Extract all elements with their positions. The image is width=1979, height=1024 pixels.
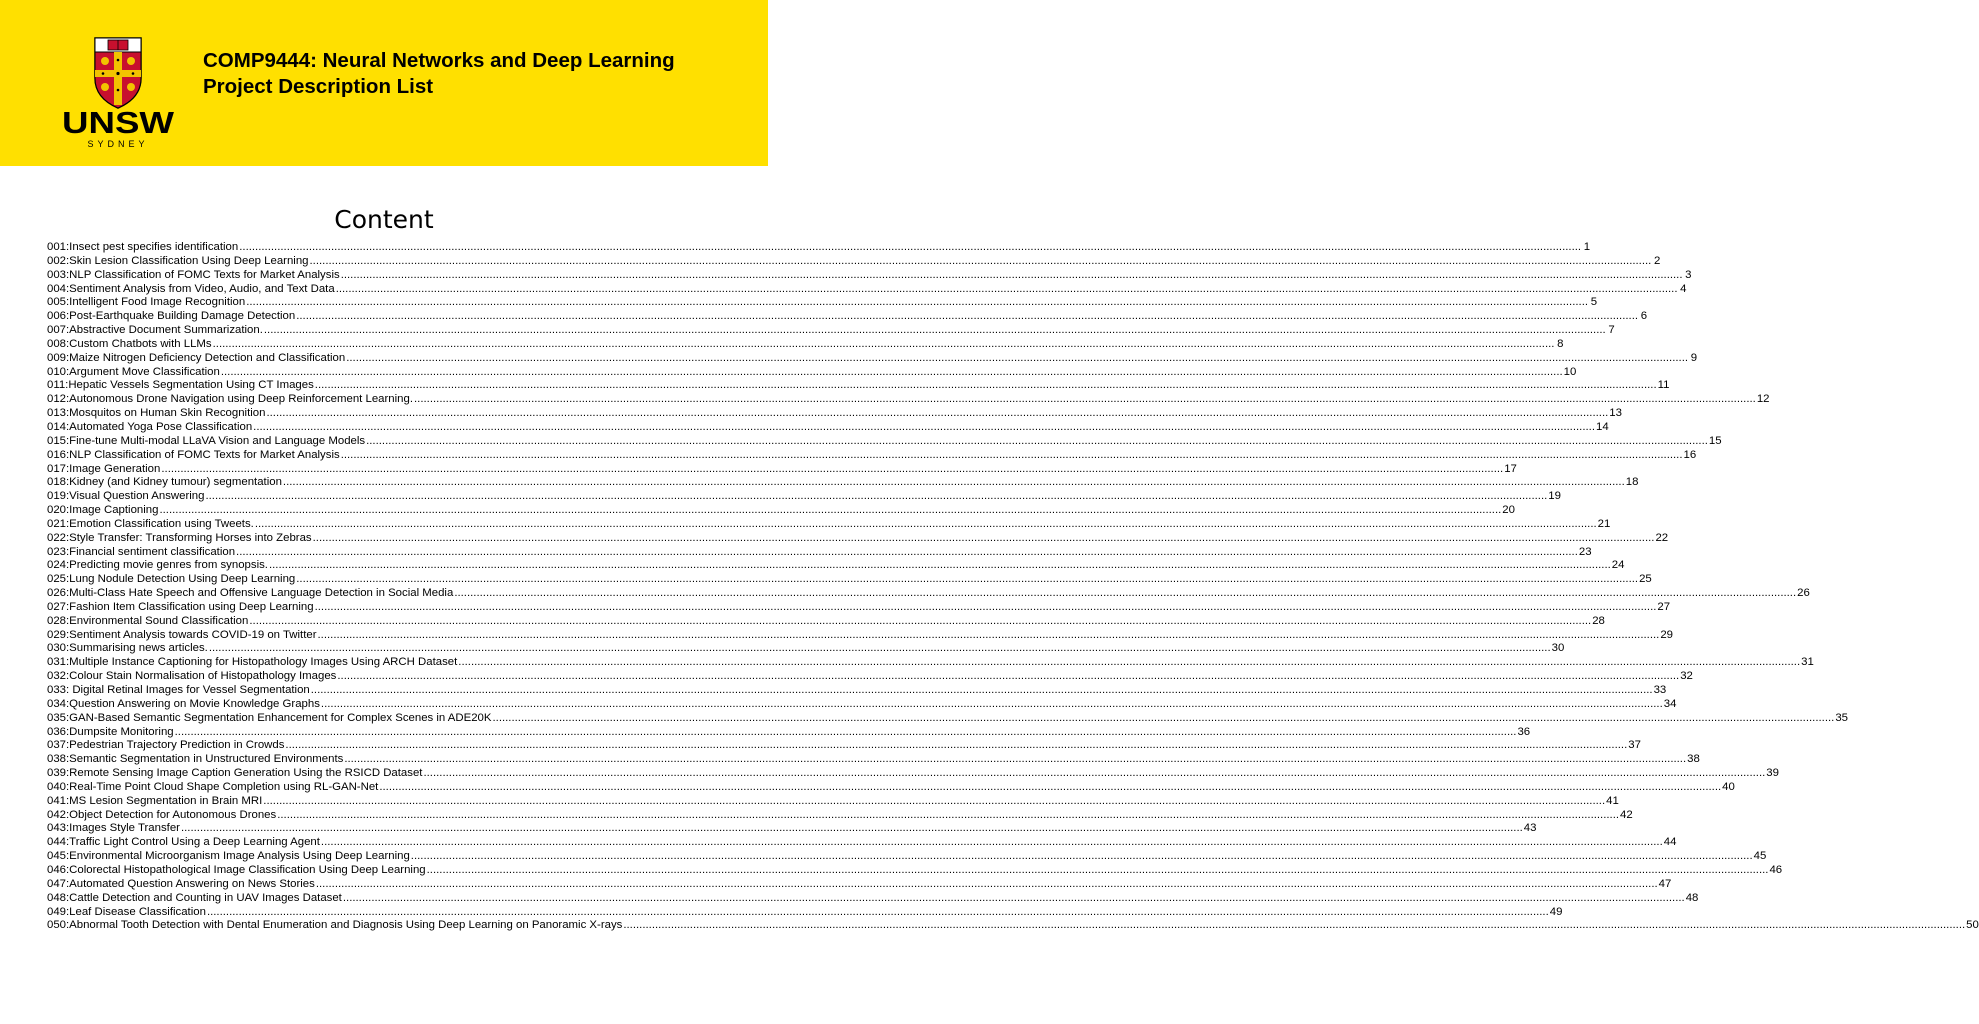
toc-entry[interactable] <box>47 794 1619 809</box>
toc-dot-leader <box>313 532 1655 546</box>
toc-dot-leader <box>296 573 1638 587</box>
toc-entry-page: 34 <box>1663 697 1677 710</box>
toc-dot-leader <box>454 587 1796 601</box>
toc-entry-page: 10 <box>1563 365 1577 378</box>
toc-entry[interactable] <box>47 476 1639 490</box>
toc-entry-title: 015:Fine-tune Multi-modal LLaVA Vision and Language Models <box>47 434 366 447</box>
toc-dot-leader <box>161 463 1503 477</box>
toc-entry[interactable] <box>47 684 1667 698</box>
toc-entry[interactable] <box>47 573 1652 587</box>
toc-entry-title: 004:Sentiment Analysis from Video, Audio, and Text Data <box>47 282 335 295</box>
toc-entry[interactable] <box>47 642 1565 656</box>
toc-dot-leader <box>246 296 1588 310</box>
table-of-contents <box>47 241 1979 933</box>
toc-dot-leader <box>423 767 1765 781</box>
toc-entry-title: 011:Hepatic Vessels Segmentation Using CT Images <box>47 379 314 392</box>
toc-entry[interactable] <box>47 268 1692 283</box>
toc-dot-leader <box>277 809 1619 823</box>
toc-entry[interactable] <box>47 850 1767 864</box>
toc-entry-page: 20 <box>1502 504 1515 517</box>
toc-entry[interactable] <box>47 808 1633 823</box>
toc-entry-page: 40 <box>1722 780 1735 793</box>
toc-entry-page: 24 <box>1611 559 1625 572</box>
toc-dot-leader <box>321 836 1663 850</box>
toc-entry-title: 012:Autonomous Drone Navigation using Deep Reinforcement Learning. <box>47 393 413 406</box>
toc-dot-leader <box>379 781 1721 795</box>
toc-entry-title: 040:Real-Time Point Cloud Shape Completion using RL-GAN-Net <box>47 780 379 793</box>
toc-dot-leader <box>492 712 1834 726</box>
toc-entry-title: 024:Predicting movie genres from synopsis. <box>47 559 268 572</box>
toc-entry-title: 042:Object Detection for Autonomous Drones <box>47 808 277 821</box>
toc-entry-title: 025:Lung Nodule Detection Using Deep Learning <box>47 573 296 586</box>
toc-entry-page: 5 <box>1590 296 1598 309</box>
toc-entry[interactable] <box>47 448 1697 463</box>
toc-entry-title: 006:Post-Earthquake Building Damage Detection <box>47 310 296 323</box>
toc-entry-page: 25 <box>1639 573 1652 586</box>
toc-entry-title: 008:Custom Chatbots with LLMs <box>47 337 212 350</box>
toc-entry[interactable] <box>47 780 1735 795</box>
toc-entry-page: 27 <box>1657 600 1671 613</box>
toc-entry-page: 26 <box>1797 587 1810 600</box>
toc-entry[interactable] <box>47 490 1561 504</box>
toc-dot-leader <box>285 739 1627 753</box>
toc-dot-leader <box>318 629 1660 643</box>
toc-entry-title: 010:Argument Move Classification <box>47 365 220 378</box>
toc-dot-leader <box>346 352 1688 366</box>
toc-dot-leader <box>321 698 1663 712</box>
toc-entry-page: 2 <box>1654 254 1661 267</box>
toc-entry[interactable] <box>47 254 1661 269</box>
toc-dot-leader <box>249 615 1591 629</box>
toc-dot-leader <box>341 269 1683 283</box>
toc-entry[interactable] <box>47 420 1609 435</box>
toc-dot-leader <box>175 726 1517 740</box>
toc-dot-leader <box>311 684 1653 698</box>
toc-entry[interactable] <box>47 296 1598 310</box>
toc-entry-title: 049:Leaf Disease Classification <box>47 905 206 918</box>
toc-entry-page: 47 <box>1658 877 1672 890</box>
toc-entry-title: 044:Traffic Light Control Using a Deep Learning Agent <box>47 836 320 849</box>
toc-entry-page: 15 <box>1708 434 1722 447</box>
toc-entry-page: 31 <box>1801 656 1814 669</box>
toc-entry[interactable] <box>47 545 1592 560</box>
toc-dot-leader <box>205 490 1547 504</box>
toc-dot-leader <box>337 670 1679 684</box>
toc-entry-page: 16 <box>1683 448 1697 461</box>
logo-subname: SYDNEY <box>87 139 149 149</box>
toc-entry[interactable] <box>47 531 1669 546</box>
toc-entry-title: 003:NLP Classification of FOMC Texts for Market Analysis <box>47 268 340 281</box>
toc-entry[interactable] <box>47 559 1625 573</box>
toc-entry[interactable] <box>47 725 1531 740</box>
toc-entry-page: 7 <box>1608 324 1615 337</box>
toc-entry-title: 047:Automated Question Answering on News Stories <box>47 877 315 890</box>
toc-entry-page: 44 <box>1663 836 1677 849</box>
toc-entry[interactable] <box>47 517 1611 532</box>
toc-entry-page: 35 <box>1835 711 1848 724</box>
logo-wordmark: UNSW <box>62 105 175 140</box>
toc-entry-title: 001:Insect pest specifies identification <box>47 241 239 253</box>
toc-dot-leader <box>315 601 1657 615</box>
toc-dot-leader <box>310 255 1652 269</box>
toc-entry-title: 014:Automated Yoga Pose Classification <box>47 420 253 433</box>
toc-entry-page: 29 <box>1660 628 1673 641</box>
toc-entry-title: 035:GAN-Based Semantic Segmentation Enhancement for Complex Scenes in ADE20K <box>47 711 492 724</box>
toc-entry-title: 036:Dumpsite Monitoring <box>47 725 174 738</box>
toc-entry-title: 023:Financial sentiment classification <box>47 545 236 558</box>
toc-entry[interactable] <box>47 324 1615 338</box>
toc-entry[interactable] <box>47 739 1641 753</box>
toc-entry-page: 32 <box>1680 670 1693 683</box>
toc-entry-page: 43 <box>1523 822 1537 835</box>
toc-entry[interactable] <box>47 863 1783 878</box>
toc-dot-leader <box>341 449 1683 463</box>
toc-entry-title: 026:Multi-Class Hate Speech and Offensive Language Detection in Social Media <box>47 587 454 600</box>
toc-entry[interactable] <box>47 434 1722 449</box>
toc-dot-leader <box>263 795 1605 809</box>
toc-entry-page: 41 <box>1606 794 1619 807</box>
toc-entry-page: 13 <box>1609 407 1622 420</box>
toc-dot-leader <box>411 850 1753 864</box>
toc-entry-title: 034:Question Answering on Movie Knowledge Graphs <box>47 697 320 710</box>
toc-dot-leader <box>181 822 1523 836</box>
toc-entry-page: 18 <box>1625 476 1639 489</box>
toc-entry[interactable] <box>47 365 1577 380</box>
toc-entry-title: 028:Environmental Sound Classification <box>47 614 249 627</box>
toc-entry[interactable] <box>47 379 1670 393</box>
toc-entry[interactable] <box>47 877 1672 892</box>
title-line-2: Project Description List <box>203 75 434 98</box>
toc-entry[interactable] <box>47 310 1648 324</box>
toc-entry[interactable] <box>47 393 1770 407</box>
toc-entry[interactable] <box>47 282 1687 297</box>
toc-entry-title: 020:Image Captioning <box>47 504 159 517</box>
toc-dot-leader <box>316 878 1658 892</box>
toc-dot-leader <box>344 753 1686 767</box>
toc-entry-title: 032:Colour Stain Normalisation of Histopathology Images <box>47 670 337 683</box>
toc-entry-page: 28 <box>1592 614 1605 627</box>
toc-entry-title: 037:Pedestrian Trajectory Prediction in Crowds <box>47 739 285 752</box>
document-title <box>203 48 763 100</box>
unsw-crest-icon <box>95 38 141 108</box>
toc-dot-leader <box>159 504 1501 518</box>
toc-entry-title: 005:Intelligent Food Image Recognition <box>47 296 246 309</box>
toc-entry-title: 039:Remote Sensing Image Caption Generation Using the RSICD Dataset <box>47 767 423 780</box>
toc-dot-leader <box>283 476 1625 490</box>
toc-entry[interactable] <box>47 337 1564 352</box>
toc-entry-page: 1 <box>1583 241 1591 253</box>
toc-dot-leader <box>255 518 1597 532</box>
toc-entry-page: 3 <box>1685 268 1692 281</box>
toc-entry-title: 033: Digital Retinal Images for Vessel Segmentation <box>47 684 310 696</box>
toc-dot-leader <box>414 393 1756 407</box>
toc-entry[interactable] <box>47 351 1698 366</box>
toc-entry-title: 027:Fashion Item Classification using Deep Learning <box>47 600 314 613</box>
toc-entry-page: 17 <box>1504 462 1517 475</box>
toc-dot-leader <box>458 656 1800 670</box>
toc-entry[interactable] <box>47 891 1699 906</box>
toc-entry[interactable] <box>47 670 1693 684</box>
toc-entry-page: 38 <box>1687 753 1700 766</box>
toc-entry-page: 9 <box>1690 351 1698 364</box>
toc-entry-page: 50 <box>1966 919 1979 932</box>
toc-entry-page: 37 <box>1628 739 1641 752</box>
toc-entry[interactable] <box>47 462 1517 477</box>
toc-entry-page: 19 <box>1548 490 1561 503</box>
toc-entry-page: 11 <box>1657 379 1670 392</box>
toc-entry-page: 4 <box>1680 282 1687 295</box>
toc-entry[interactable] <box>47 822 1537 836</box>
toc-entry-title: 046:Colorectal Histopathological Image Classification Using Deep Learning <box>47 863 426 876</box>
toc-entry[interactable] <box>47 697 1677 712</box>
toc-dot-leader <box>213 338 1555 352</box>
toc-dot-leader <box>296 310 1638 324</box>
toc-entry-title: 013:Mosquitos on Human Skin Recognition <box>47 407 266 420</box>
toc-entry-page: 12 <box>1756 393 1770 406</box>
toc-entry-title: 041:MS Lesion Segmentation in Brain MRI <box>47 794 263 807</box>
toc-entry[interactable] <box>47 753 1700 767</box>
toc-dot-leader <box>253 421 1595 435</box>
toc-dot-leader <box>209 642 1551 656</box>
toc-dot-leader <box>239 241 1581 255</box>
title-line-1: COMP9444: Neural Networks and Deep Learning <box>203 49 675 72</box>
toc-dot-leader <box>221 366 1563 380</box>
toc-entry-page: 45 <box>1753 850 1767 863</box>
content-heading: Content <box>334 205 434 234</box>
toc-dot-leader <box>366 435 1708 449</box>
toc-entry-page: 23 <box>1578 545 1592 558</box>
toc-entry-title: 030:Summarising news articles. <box>47 642 208 655</box>
toc-dot-leader <box>315 379 1657 393</box>
toc-entry[interactable] <box>47 656 1814 670</box>
toc-dot-leader <box>266 407 1608 421</box>
toc-entry-page: 46 <box>1769 863 1783 876</box>
toc-entry[interactable] <box>47 614 1605 629</box>
toc-entry-page: 36 <box>1517 725 1531 738</box>
toc-entry[interactable] <box>47 711 1848 726</box>
toc-entry[interactable] <box>47 905 1563 920</box>
toc-entry-title: 002:Skin Lesion Classification Using Deep Learning <box>47 254 309 267</box>
toc-entry-title: 021:Emotion Classification using Tweets. <box>47 517 254 530</box>
toc-entry-page: 21 <box>1597 517 1611 530</box>
toc-entry-page: 14 <box>1596 420 1609 433</box>
toc-entry-title: 019:Visual Question Answering <box>47 490 205 503</box>
toc-dot-leader <box>343 892 1685 906</box>
toc-entry-page: 8 <box>1557 337 1564 350</box>
toc-entry-title: 048:Cattle Detection and Counting in UAV Images Dataset <box>47 891 342 904</box>
toc-dot-leader <box>427 864 1769 878</box>
unsw-logo <box>58 30 178 152</box>
toc-dot-leader <box>264 324 1606 338</box>
toc-entry[interactable] <box>47 241 1591 255</box>
toc-entry-title: 038:Semantic Segmentation in Unstructured Environments <box>47 753 344 766</box>
toc-entry-title: 007:Abstractive Document Summarization. <box>47 324 263 337</box>
toc-entry[interactable] <box>47 587 1810 601</box>
toc-entry-title: 022:Style Transfer: Transforming Horses into Zebras <box>47 531 312 544</box>
toc-entry-title: 031:Multiple Instance Captioning for Histopathology Images Using ARCH Dataset <box>47 656 458 669</box>
toc-entry-page: 22 <box>1655 531 1669 544</box>
toc-entry[interactable] <box>47 628 1673 643</box>
toc-entry[interactable] <box>47 407 1622 421</box>
toc-entry-page: 48 <box>1685 891 1699 904</box>
toc-entry[interactable] <box>47 767 1779 781</box>
toc-entry[interactable] <box>47 919 1979 933</box>
toc-entry-title: 016:NLP Classification of FOMC Texts for Market Analysis <box>47 448 340 461</box>
toc-entry-title: 050:Abnormal Tooth Detection with Dental Enumeration and Diagnosis Using Deep Learning on Panoramic X-rays <box>47 919 623 932</box>
toc-entry-title: 009:Maize Nitrogen Deficiency Detection and Classification <box>47 351 346 364</box>
toc-entry-title: 018:Kidney (and Kidney tumour) segmentation <box>47 476 282 489</box>
page-header <box>0 0 768 166</box>
toc-entry-page: 6 <box>1640 310 1648 323</box>
toc-entry[interactable] <box>47 600 1671 615</box>
toc-dot-leader <box>623 919 1965 933</box>
toc-entry-title: 043:Images Style Transfer <box>47 822 180 835</box>
toc-entry-page: 42 <box>1620 808 1633 821</box>
toc-entry-page: 30 <box>1551 642 1565 655</box>
toc-entry-title: 017:Image Generation <box>47 462 161 475</box>
toc-entry-title: 029:Sentiment Analysis towards COVID-19 on Twitter <box>47 628 317 641</box>
toc-entry-page: 49 <box>1549 905 1563 918</box>
toc-dot-leader <box>207 906 1549 920</box>
toc-dot-leader <box>336 283 1678 297</box>
toc-entry[interactable] <box>47 836 1677 850</box>
toc-entry[interactable] <box>47 504 1515 518</box>
toc-dot-leader <box>236 546 1578 560</box>
toc-entry-page: 33 <box>1653 684 1667 696</box>
toc-entry-title: 045:Environmental Microorganism Image Analysis Using Deep Learning <box>47 850 410 863</box>
toc-entry-page: 39 <box>1766 767 1779 780</box>
toc-dot-leader <box>269 559 1611 573</box>
